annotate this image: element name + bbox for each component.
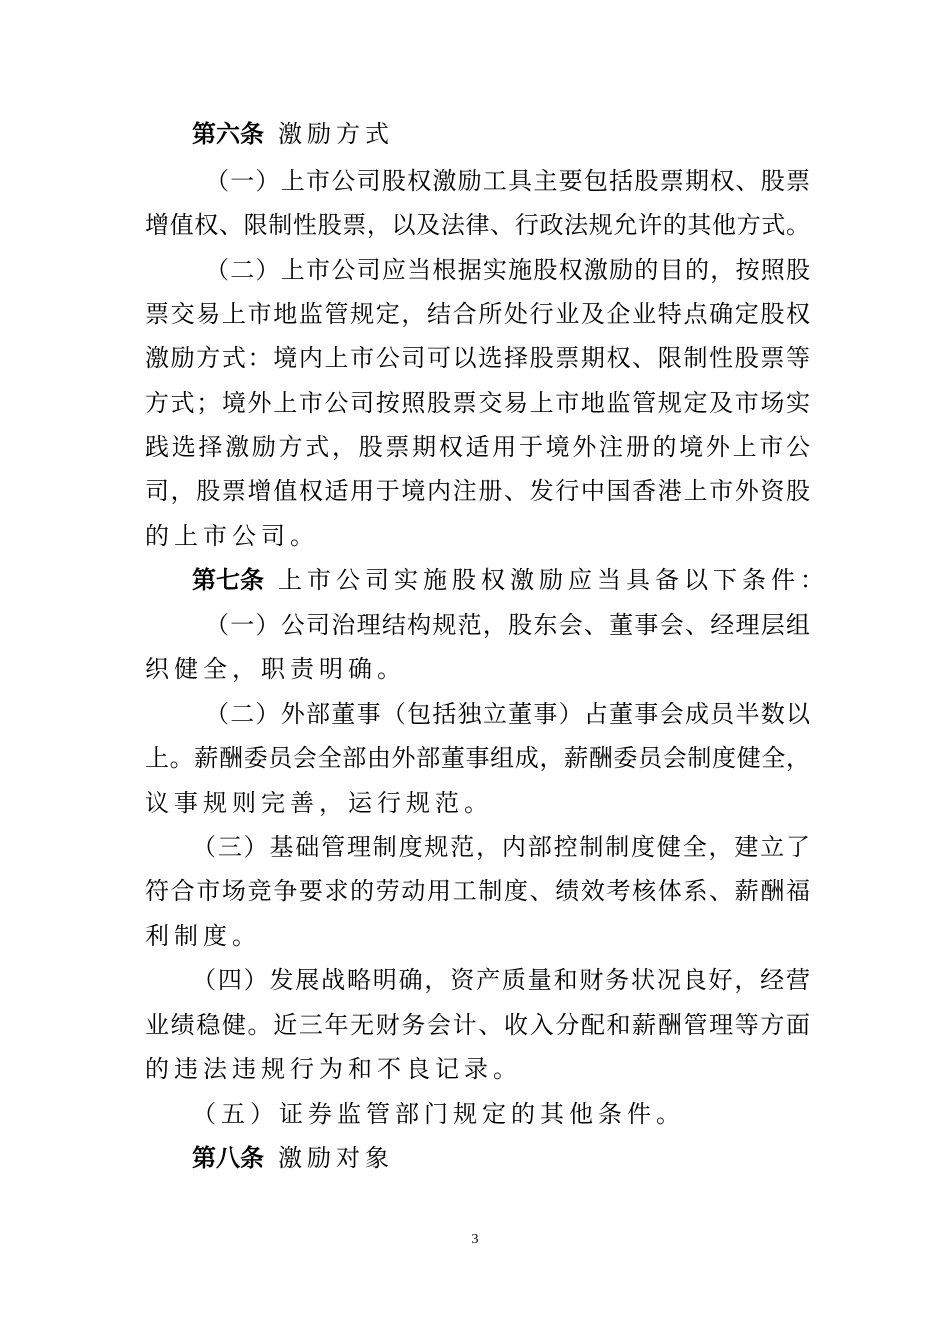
article-6-para-1-line-1: （一）上市公司股权激励工具主要包括股票期权、股票 bbox=[205, 167, 810, 195]
article-6-para-2-line-7: 的上市公司。 bbox=[145, 522, 319, 550]
article-6-heading bbox=[192, 114, 810, 154]
article-7-para-2-line-3: 议事规则完善，运行规范。 bbox=[145, 789, 493, 817]
article-7-para-4-line-3: 的违法违规行为和不良记录。 bbox=[145, 1055, 522, 1083]
article-7-para-3-line-3: 利制度。 bbox=[145, 922, 261, 950]
article-8-title: 激励对象 bbox=[278, 1144, 394, 1172]
article-6-para-1-line-2: 增值权、限制性股票，以及法律、行政法规允许的其他方式。 bbox=[145, 211, 810, 239]
page-number: 3 bbox=[471, 1232, 479, 1247]
article-6-para-2-line-6: 司，股票增值权适用于境内注册、发行中国香港上市外资股 bbox=[145, 477, 810, 505]
article-6-title: 激励方式 bbox=[278, 120, 394, 148]
article-6-number: 第六条 bbox=[192, 120, 264, 148]
article-6-para-2-line-4: 方式；境外上市公司按照股票交易上市地监管规定及市场实 bbox=[145, 389, 810, 417]
article-8-number: 第八条 bbox=[192, 1144, 264, 1172]
article-7-para-4-line-1: （四）发展战略明确，资产质量和财务状况良好，经营 bbox=[192, 966, 810, 994]
article-7-para-2-line-2: 上。薪酬委员会全部由外部董事组成，薪酬委员会制度健全， bbox=[145, 744, 810, 772]
article-6-para-2-line-5: 践选择激励方式，股票期权适用于境外注册的境外上市公 bbox=[145, 433, 810, 461]
article-8-heading bbox=[192, 1138, 810, 1178]
article-7-title: 上市公司实施股权激励应当具备以下条件： bbox=[278, 566, 829, 594]
article-7-para-1-line-2: 织健全，职责明确。 bbox=[145, 655, 406, 683]
article-7-number: 第七条 bbox=[192, 566, 264, 594]
article-7-para-1-line-1: （一）公司治理结构规范，股东会、董事会、经理层组 bbox=[205, 611, 810, 639]
article-6-para-2-line-3: 激励方式：境内上市公司可以选择股票期权、限制性股票等 bbox=[145, 344, 810, 372]
article-7-para-5-line-1: （五）证券监管部门规定的其他条件。 bbox=[192, 1100, 685, 1128]
article-7-para-3-line-2: 符合市场竞争要求的劳动用工制度、绩效考核体系、薪酬福 bbox=[145, 877, 810, 905]
article-7-para-4-line-2: 业绩稳健。近三年无财务会计、收入分配和薪酬管理等方面 bbox=[145, 1011, 810, 1039]
article-7-para-2-line-1: （二）外部董事（包括独立董事）占董事会成员半数以 bbox=[205, 700, 810, 728]
article-7-heading bbox=[192, 560, 829, 600]
article-6-para-2-line-1: （二）上市公司应当根据实施股权激励的目的，按照股 bbox=[205, 256, 810, 284]
article-6-para-2-line-2: 票交易上市地监管规定，结合所处行业及企业特点确定股权 bbox=[145, 300, 810, 328]
article-7-para-3-line-1: （三）基础管理制度规范，内部控制制度健全，建立了 bbox=[192, 833, 810, 861]
